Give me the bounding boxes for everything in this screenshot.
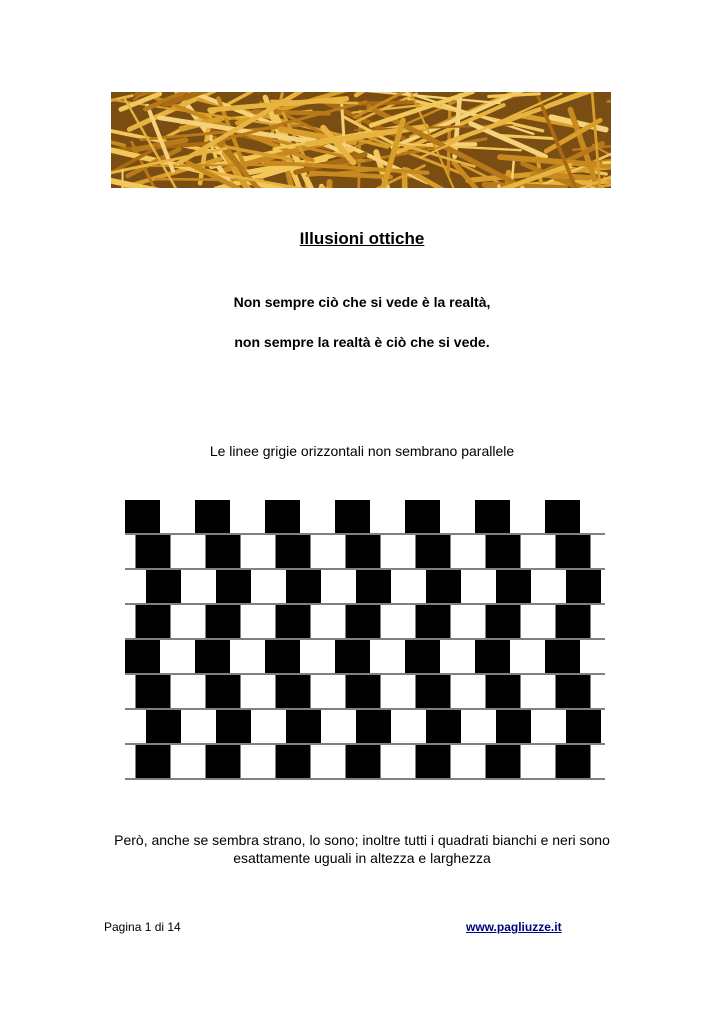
page-title: Illusioni ottiche — [299, 229, 425, 248]
black-square — [496, 710, 531, 743]
black-square — [195, 500, 230, 533]
black-square — [276, 745, 311, 778]
black-square — [346, 605, 381, 638]
gray-mortar-line — [125, 638, 605, 640]
gray-mortar-line — [125, 568, 605, 570]
black-square — [556, 675, 591, 708]
black-square — [416, 535, 451, 568]
illusion-caption: Le linee grigie orizzontali non sembrano parallele — [209, 443, 515, 459]
black-square — [136, 745, 171, 778]
black-square — [136, 535, 171, 568]
black-square — [276, 675, 311, 708]
black-square — [286, 570, 321, 603]
black-square — [426, 710, 461, 743]
black-square — [335, 640, 370, 673]
black-square — [206, 675, 241, 708]
black-square — [146, 570, 181, 603]
black-square — [416, 675, 451, 708]
black-square — [405, 500, 440, 533]
gray-mortar-line — [125, 778, 605, 780]
black-square — [556, 605, 591, 638]
black-square — [346, 745, 381, 778]
straw-image — [111, 92, 611, 188]
black-square — [356, 570, 391, 603]
straw-stalk — [521, 188, 522, 189]
black-square — [496, 570, 531, 603]
black-square — [416, 745, 451, 778]
quote-line-1: Non sempre ciò che si vede è la realtà, — [233, 294, 491, 310]
black-square — [276, 605, 311, 638]
black-square — [475, 640, 510, 673]
black-square — [125, 500, 160, 533]
black-square — [545, 500, 580, 533]
black-square — [566, 710, 601, 743]
black-square — [416, 605, 451, 638]
black-square — [125, 640, 160, 673]
black-square — [276, 535, 311, 568]
black-square — [136, 605, 171, 638]
black-square — [206, 605, 241, 638]
gray-mortar-line — [125, 533, 605, 535]
black-square — [545, 640, 580, 673]
black-square — [146, 710, 181, 743]
gray-mortar-line — [125, 673, 605, 675]
black-square — [356, 710, 391, 743]
black-square — [195, 640, 230, 673]
gray-mortar-line — [125, 743, 605, 745]
black-square — [556, 745, 591, 778]
black-square — [405, 640, 440, 673]
straw-stalk — [485, 185, 565, 188]
black-square — [566, 570, 601, 603]
black-square — [265, 640, 300, 673]
gray-mortar-line — [125, 603, 605, 605]
black-square — [206, 745, 241, 778]
black-square — [475, 500, 510, 533]
quote-line-2: non sempre la realtà è ciò che si vede. — [234, 334, 490, 350]
straw-stalk — [448, 102, 450, 174]
black-square — [486, 605, 521, 638]
black-square — [346, 675, 381, 708]
cafe-wall-illusion — [120, 494, 606, 784]
page-number: Pagina 1 di 14 — [104, 920, 181, 934]
black-square — [486, 675, 521, 708]
black-square — [486, 745, 521, 778]
black-square — [426, 570, 461, 603]
black-square — [486, 535, 521, 568]
black-square — [206, 535, 241, 568]
black-square — [216, 570, 251, 603]
black-square — [346, 535, 381, 568]
black-square — [556, 535, 591, 568]
straw-header-image — [111, 92, 611, 188]
black-square — [216, 710, 251, 743]
black-square — [265, 500, 300, 533]
black-square — [286, 710, 321, 743]
website-link[interactable]: www.pagliuzze.it — [466, 920, 562, 934]
explanation-text: Però, anche se sembra strano, lo sono; inoltre tutti i quadrati bianchi e neri sono esattamente uguali in altezza e larghezza — [114, 832, 610, 866]
black-square — [136, 675, 171, 708]
black-square — [335, 500, 370, 533]
gray-mortar-line — [125, 708, 605, 710]
